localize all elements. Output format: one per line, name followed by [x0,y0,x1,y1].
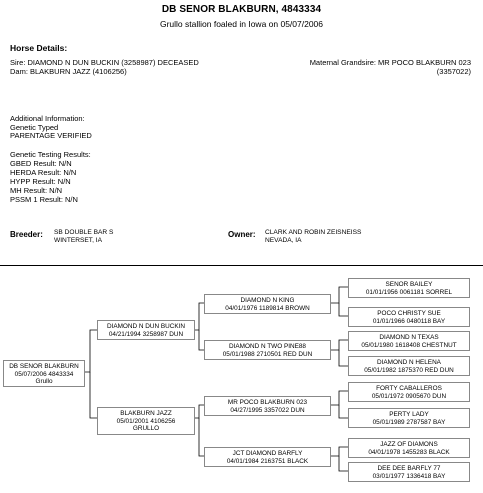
pedigree-sd-sire: DIAMOND N TEXAS 05/01/1980 1618408 CHESTNUT [348,331,470,351]
dam-info: Dam: BLAKBURN JAZZ (4106256) [10,67,127,76]
horse-details-heading: Horse Details: [10,43,68,53]
owner-location: NEVADA, IA [265,237,302,244]
owner-label: Owner: [228,230,256,239]
pedigree-ss-sire: SENOR BAILEY 01/01/1956 0061181 SORREL [348,278,470,298]
herda-result: HERDA Result: N/N [10,168,77,177]
pedigree-dd-sire: JAZZ OF DIAMONS 04/01/1978 1455283 BLACK [348,438,470,458]
genetic-typed-text: Genetic Typed [10,123,59,132]
mh-result: MH Result: N/N [10,186,63,195]
maternal-grandsire-info: Maternal Grandsire: MR POCO BLAKBURN 023 [309,58,471,67]
pssm1-result: PSSM 1 Result: N/N [10,195,78,204]
page-title: DB SENOR BLAKBURN, 4843334 [161,4,322,15]
pedigree-sd-dam: DIAMOND N HELENA 05/01/1982 1875370 RED DUN [348,356,470,376]
breeder-label: Breeder: [10,230,43,239]
pedigree-dam-dam: JCT DIAMOND BARFLY 04/01/1984 2163751 BLACK [204,447,331,467]
pedigree-sire: DIAMOND N DUN BUCKIN 04/21/1994 3258987 DUN [97,320,195,340]
pedigree-dd-dam: DEE DEE BARFLY 77 03/01/1977 1336418 BAY [348,462,470,482]
parentage-text: PARENTAGE VERIFIED [10,131,92,140]
pedigree-ds-sire: FORTY CABALLEROS 05/01/1972 0905670 DUN [348,382,470,402]
pedigree-dam-sire: MR POCO BLAKBURN 023 04/27/1995 3357022 DUN [204,396,331,416]
sire-info: Sire: DIAMOND N DUN BUCKIN (3258987) DECEASED [10,58,199,67]
pedigree-subject: DB SENOR BLAKBURN 05/07/2006 4843334 Grullo [3,360,85,387]
gbed-result: GBED Result: N/N [10,159,72,168]
pedigree-dam: BLAKBURN JAZZ 05/01/2001 4106256 GRULLO [97,407,195,435]
hypp-result: HYPP Result: N/N [10,177,71,186]
pedigree-ss-dam: POCO CHRISTY SUE 01/01/1966 0480118 BAY [348,307,470,327]
breeder-name: SB DOUBLE BAR S [54,229,114,236]
breeder-location: WINTERSET, IA [54,237,102,244]
maternal-grandsire-reg: (3357022) [436,67,471,76]
additional-info-heading: Additional Information: [10,114,85,123]
pedigree-sire-dam: DIAMOND N TWO PINE88 05/01/1988 2710501 RED DUN [204,340,331,360]
owner-name: CLARK AND ROBIN ZEISNEISS [265,229,362,236]
pedigree-sire-sire: DIAMOND N KING 04/01/1976 1189814 BROWN [204,294,331,314]
page-subtitle: Grullo stallion foaled in Iowa on 05/07/2006 [159,19,324,29]
pedigree-ds-dam: PERTY LADY 05/01/1989 2787587 BAY [348,408,470,428]
genetic-tests-heading: Genetic Testing Results: [10,150,91,159]
